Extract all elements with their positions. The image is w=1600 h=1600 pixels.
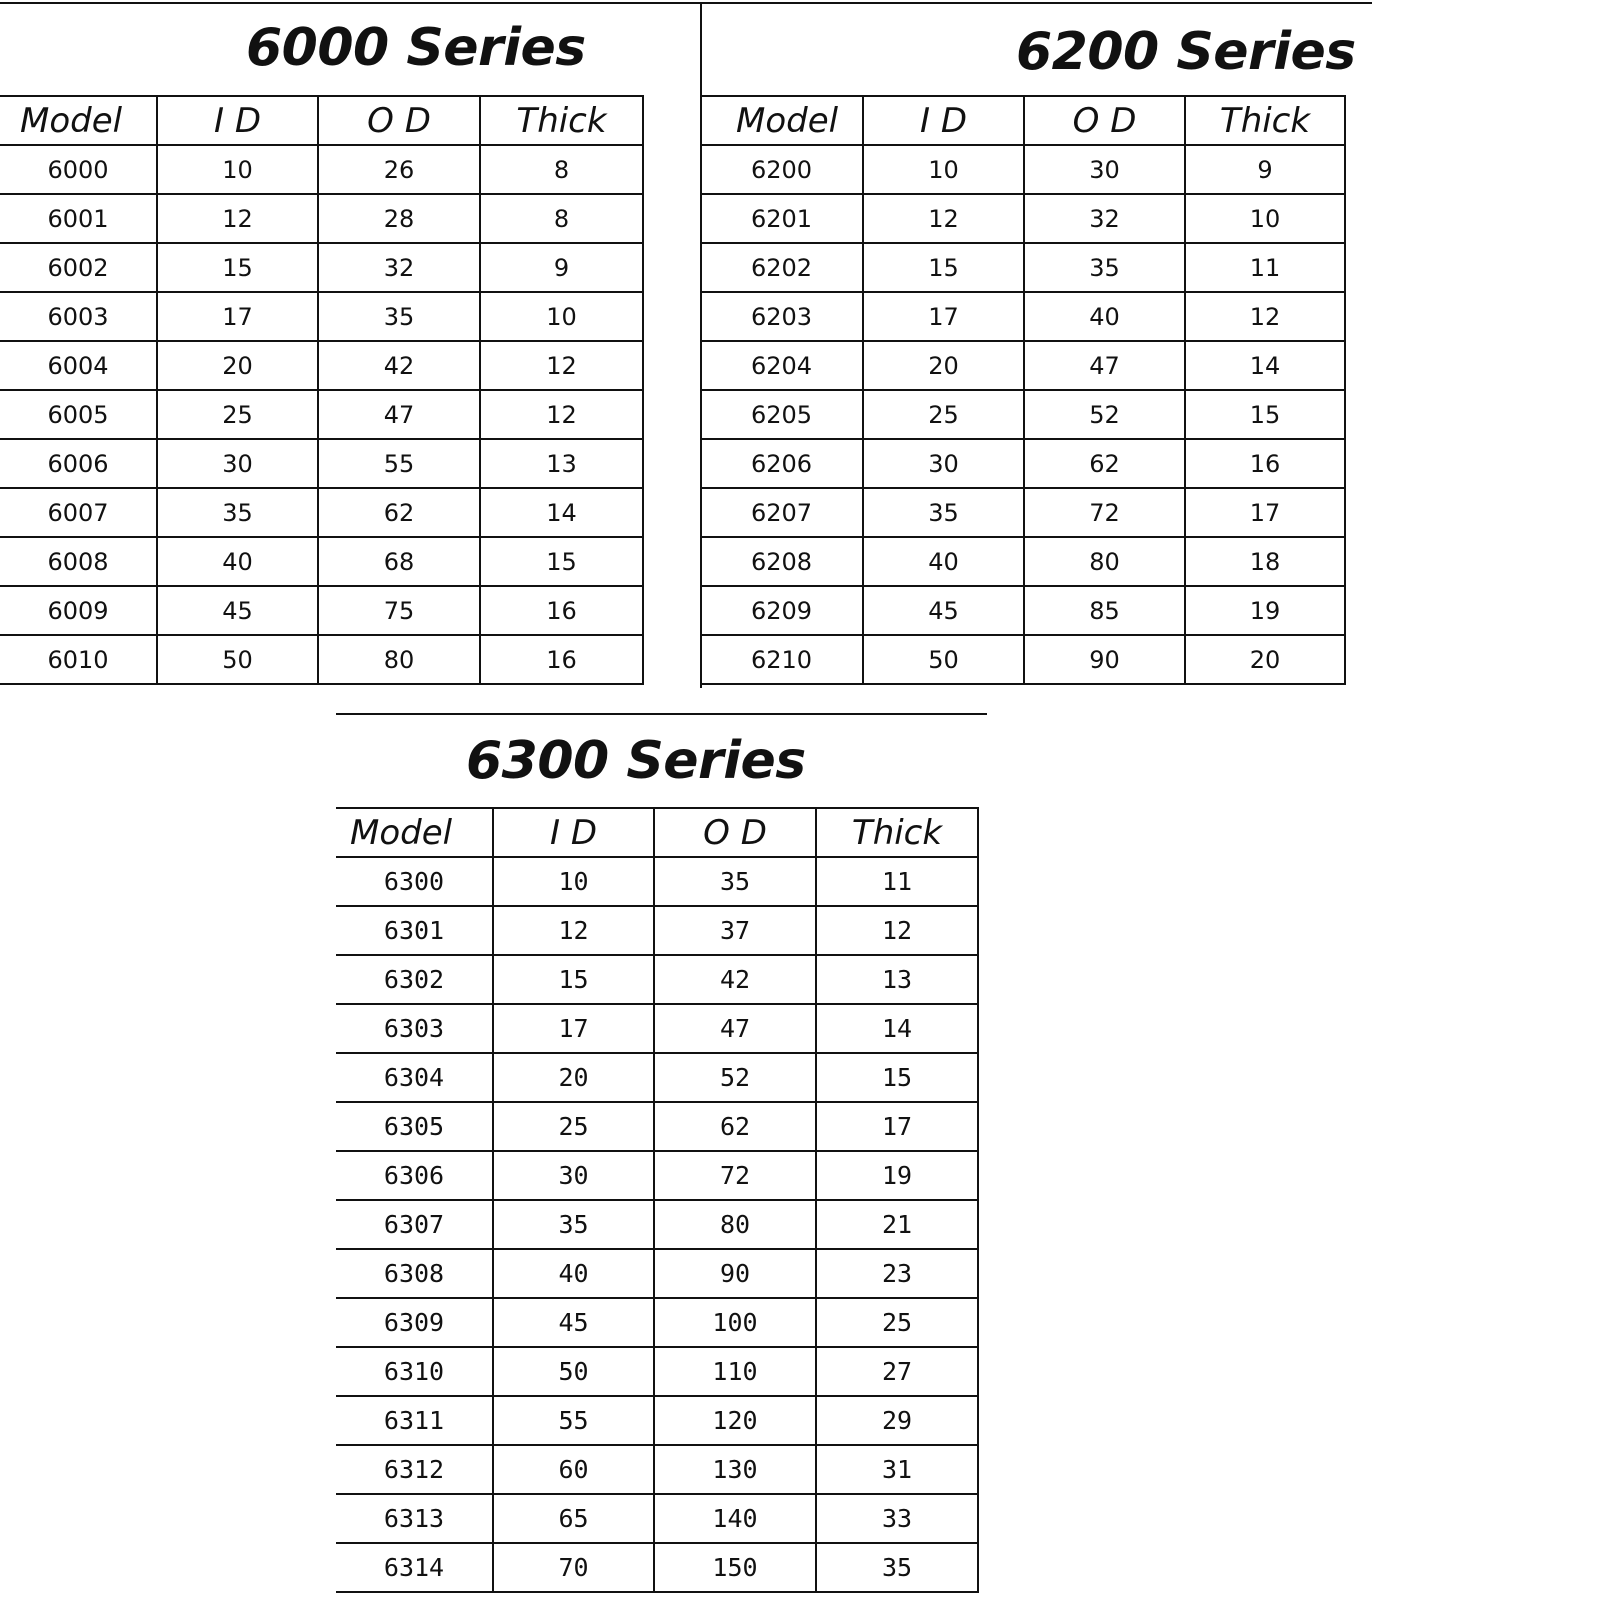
model-cell: 6206 (701, 439, 863, 488)
od-cell: 120 (654, 1396, 816, 1445)
model-cell: 6208 (701, 537, 863, 586)
id-cell: 30 (157, 439, 318, 488)
od-cell: 62 (1024, 439, 1185, 488)
column-header-model: Model (336, 808, 493, 857)
model-cell: 6201 (701, 194, 863, 243)
id-cell: 15 (493, 955, 654, 1004)
table-row (336, 1053, 978, 1102)
id-cell: 15 (157, 243, 318, 292)
od-cell: 47 (654, 1004, 816, 1053)
series-6000-table (0, 95, 644, 685)
column-header-id: I D (493, 808, 654, 857)
table-row (336, 1102, 978, 1151)
thick-cell: 18 (1185, 537, 1345, 586)
column-header-od: O D (654, 808, 816, 857)
model-cell: 6210 (701, 635, 863, 684)
model-cell: 6205 (701, 390, 863, 439)
od-cell: 32 (318, 243, 480, 292)
id-cell: 30 (493, 1151, 654, 1200)
series-6200-table (701, 95, 1346, 685)
table-row (336, 1494, 978, 1543)
table-row (336, 1347, 978, 1396)
od-cell: 100 (654, 1298, 816, 1347)
id-cell: 35 (493, 1200, 654, 1249)
thick-cell: 15 (1185, 390, 1345, 439)
thick-cell: 25 (816, 1298, 978, 1347)
thick-cell: 20 (1185, 635, 1345, 684)
thick-cell: 21 (816, 1200, 978, 1249)
od-cell: 37 (654, 906, 816, 955)
model-cell: 6303 (336, 1004, 493, 1053)
thick-cell: 14 (480, 488, 643, 537)
column-header-od: O D (318, 96, 480, 145)
thick-cell: 8 (480, 194, 643, 243)
od-cell: 72 (654, 1151, 816, 1200)
id-cell: 17 (863, 292, 1024, 341)
model-cell: 6310 (336, 1347, 493, 1396)
id-cell: 20 (157, 341, 318, 390)
table-row (701, 439, 1345, 488)
column-header-od: O D (1024, 96, 1185, 145)
model-cell: 6202 (701, 243, 863, 292)
od-cell: 62 (318, 488, 480, 537)
thick-cell: 19 (1185, 586, 1345, 635)
od-cell: 110 (654, 1347, 816, 1396)
table-header-row (701, 96, 1345, 145)
id-cell: 40 (157, 537, 318, 586)
thick-cell: 11 (1185, 243, 1345, 292)
table-row (336, 1151, 978, 1200)
thick-cell: 15 (816, 1053, 978, 1102)
table-row (0, 635, 643, 684)
od-cell: 52 (654, 1053, 816, 1102)
table-row (336, 1249, 978, 1298)
od-cell: 28 (318, 194, 480, 243)
id-cell: 25 (157, 390, 318, 439)
table-row (0, 292, 643, 341)
id-cell: 60 (493, 1445, 654, 1494)
id-cell: 45 (157, 586, 318, 635)
od-cell: 52 (1024, 390, 1185, 439)
od-cell: 80 (654, 1200, 816, 1249)
thick-cell: 9 (1185, 145, 1345, 194)
model-cell: 6313 (336, 1494, 493, 1543)
table-row (0, 341, 643, 390)
series-6200-title: 6200 Series (1016, 22, 1356, 82)
model-cell: 6311 (336, 1396, 493, 1445)
thick-cell: 14 (816, 1004, 978, 1053)
id-cell: 50 (493, 1347, 654, 1396)
table-row (701, 390, 1345, 439)
od-cell: 47 (318, 390, 480, 439)
id-cell: 15 (863, 243, 1024, 292)
model-cell: 6204 (701, 341, 863, 390)
od-cell: 35 (1024, 243, 1185, 292)
model-cell: 6209 (701, 586, 863, 635)
model-cell: 6200 (701, 145, 863, 194)
id-cell: 10 (863, 145, 1024, 194)
table-row (701, 145, 1345, 194)
column-header-model: Model (701, 96, 863, 145)
model-cell: 6001 (0, 194, 157, 243)
thick-cell: 13 (816, 955, 978, 1004)
model-cell: 6203 (701, 292, 863, 341)
model-cell: 6309 (336, 1298, 493, 1347)
table-row (336, 1298, 978, 1347)
od-cell: 30 (1024, 145, 1185, 194)
table-row (701, 292, 1345, 341)
model-cell: 6302 (336, 955, 493, 1004)
table-row (336, 1396, 978, 1445)
model-cell: 6300 (336, 857, 493, 906)
model-cell: 6307 (336, 1200, 493, 1249)
od-cell: 140 (654, 1494, 816, 1543)
thick-cell: 12 (1185, 292, 1345, 341)
thick-cell: 31 (816, 1445, 978, 1494)
table-row (701, 194, 1345, 243)
column-header-thick: Thick (816, 808, 978, 857)
series-6000-title: 6000 Series (246, 18, 586, 78)
od-cell: 47 (1024, 341, 1185, 390)
model-cell: 6305 (336, 1102, 493, 1151)
model-cell: 6006 (0, 439, 157, 488)
od-cell: 130 (654, 1445, 816, 1494)
model-cell: 6007 (0, 488, 157, 537)
od-cell: 68 (318, 537, 480, 586)
id-cell: 12 (493, 906, 654, 955)
id-cell: 25 (863, 390, 1024, 439)
od-cell: 85 (1024, 586, 1185, 635)
table-row (0, 243, 643, 292)
od-cell: 40 (1024, 292, 1185, 341)
table-row (336, 1543, 978, 1592)
od-cell: 75 (318, 586, 480, 635)
column-header-thick: Thick (1185, 96, 1345, 145)
od-cell: 42 (654, 955, 816, 1004)
id-cell: 70 (493, 1543, 654, 1592)
table-row (701, 586, 1345, 635)
thick-cell: 8 (480, 145, 643, 194)
thick-cell: 11 (816, 857, 978, 906)
series-6300-title: 6300 Series (466, 731, 806, 791)
thick-cell: 10 (480, 292, 643, 341)
model-cell: 6207 (701, 488, 863, 537)
table-row (701, 488, 1345, 537)
od-cell: 80 (318, 635, 480, 684)
model-cell: 6314 (336, 1543, 493, 1592)
model-cell: 6009 (0, 586, 157, 635)
id-cell: 20 (863, 341, 1024, 390)
model-cell: 6312 (336, 1445, 493, 1494)
thick-cell: 29 (816, 1396, 978, 1445)
od-cell: 26 (318, 145, 480, 194)
series-6300-table (336, 807, 979, 1593)
column-header-id: I D (863, 96, 1024, 145)
thick-cell: 19 (816, 1151, 978, 1200)
table-row (701, 635, 1345, 684)
column-header-thick: Thick (480, 96, 643, 145)
od-cell: 80 (1024, 537, 1185, 586)
table-row (336, 1200, 978, 1249)
id-cell: 20 (493, 1053, 654, 1102)
table-row (0, 145, 643, 194)
od-cell: 55 (318, 439, 480, 488)
id-cell: 40 (863, 537, 1024, 586)
thick-cell: 23 (816, 1249, 978, 1298)
id-cell: 30 (863, 439, 1024, 488)
thick-cell: 13 (480, 439, 643, 488)
od-cell: 150 (654, 1543, 816, 1592)
od-cell: 35 (654, 857, 816, 906)
id-cell: 25 (493, 1102, 654, 1151)
table-row (0, 586, 643, 635)
table-row (0, 488, 643, 537)
id-cell: 17 (493, 1004, 654, 1053)
model-cell: 6308 (336, 1249, 493, 1298)
id-cell: 10 (157, 145, 318, 194)
thick-cell: 35 (816, 1543, 978, 1592)
model-cell: 6010 (0, 635, 157, 684)
thick-cell: 14 (1185, 341, 1345, 390)
thick-cell: 33 (816, 1494, 978, 1543)
thick-cell: 12 (816, 906, 978, 955)
od-cell: 90 (1024, 635, 1185, 684)
table-row (701, 341, 1345, 390)
model-cell: 6002 (0, 243, 157, 292)
table-row (0, 537, 643, 586)
id-cell: 55 (493, 1396, 654, 1445)
od-cell: 42 (318, 341, 480, 390)
column-header-id: I D (157, 96, 318, 145)
thick-cell: 17 (1185, 488, 1345, 537)
id-cell: 12 (157, 194, 318, 243)
model-cell: 6304 (336, 1053, 493, 1102)
table-row (0, 390, 643, 439)
model-cell: 6003 (0, 292, 157, 341)
id-cell: 65 (493, 1494, 654, 1543)
id-cell: 45 (863, 586, 1024, 635)
model-cell: 6005 (0, 390, 157, 439)
id-cell: 50 (863, 635, 1024, 684)
table-row (336, 857, 978, 906)
thick-cell: 16 (480, 635, 643, 684)
model-cell: 6008 (0, 537, 157, 586)
thick-cell: 16 (1185, 439, 1345, 488)
model-cell: 6000 (0, 145, 157, 194)
column-header-model: Model (0, 96, 157, 145)
table-header-row (0, 96, 643, 145)
id-cell: 45 (493, 1298, 654, 1347)
thick-cell: 16 (480, 586, 643, 635)
table-row (701, 243, 1345, 292)
id-cell: 35 (863, 488, 1024, 537)
table-row (336, 906, 978, 955)
id-cell: 40 (493, 1249, 654, 1298)
model-cell: 6301 (336, 906, 493, 955)
thick-cell: 17 (816, 1102, 978, 1151)
thick-cell: 12 (480, 390, 643, 439)
id-cell: 17 (157, 292, 318, 341)
table-row (701, 537, 1345, 586)
table-row (0, 194, 643, 243)
thick-cell: 9 (480, 243, 643, 292)
table-row (336, 1445, 978, 1494)
thick-cell: 15 (480, 537, 643, 586)
thick-cell: 10 (1185, 194, 1345, 243)
model-cell: 6004 (0, 341, 157, 390)
od-cell: 62 (654, 1102, 816, 1151)
od-cell: 32 (1024, 194, 1185, 243)
od-cell: 35 (318, 292, 480, 341)
model-cell: 6306 (336, 1151, 493, 1200)
table-row (0, 439, 643, 488)
table-row (336, 955, 978, 1004)
id-cell: 50 (157, 635, 318, 684)
od-cell: 90 (654, 1249, 816, 1298)
od-cell: 72 (1024, 488, 1185, 537)
id-cell: 10 (493, 857, 654, 906)
id-cell: 12 (863, 194, 1024, 243)
thick-cell: 12 (480, 341, 643, 390)
table-header-row (336, 808, 978, 857)
thick-cell: 27 (816, 1347, 978, 1396)
table-row (336, 1004, 978, 1053)
id-cell: 35 (157, 488, 318, 537)
